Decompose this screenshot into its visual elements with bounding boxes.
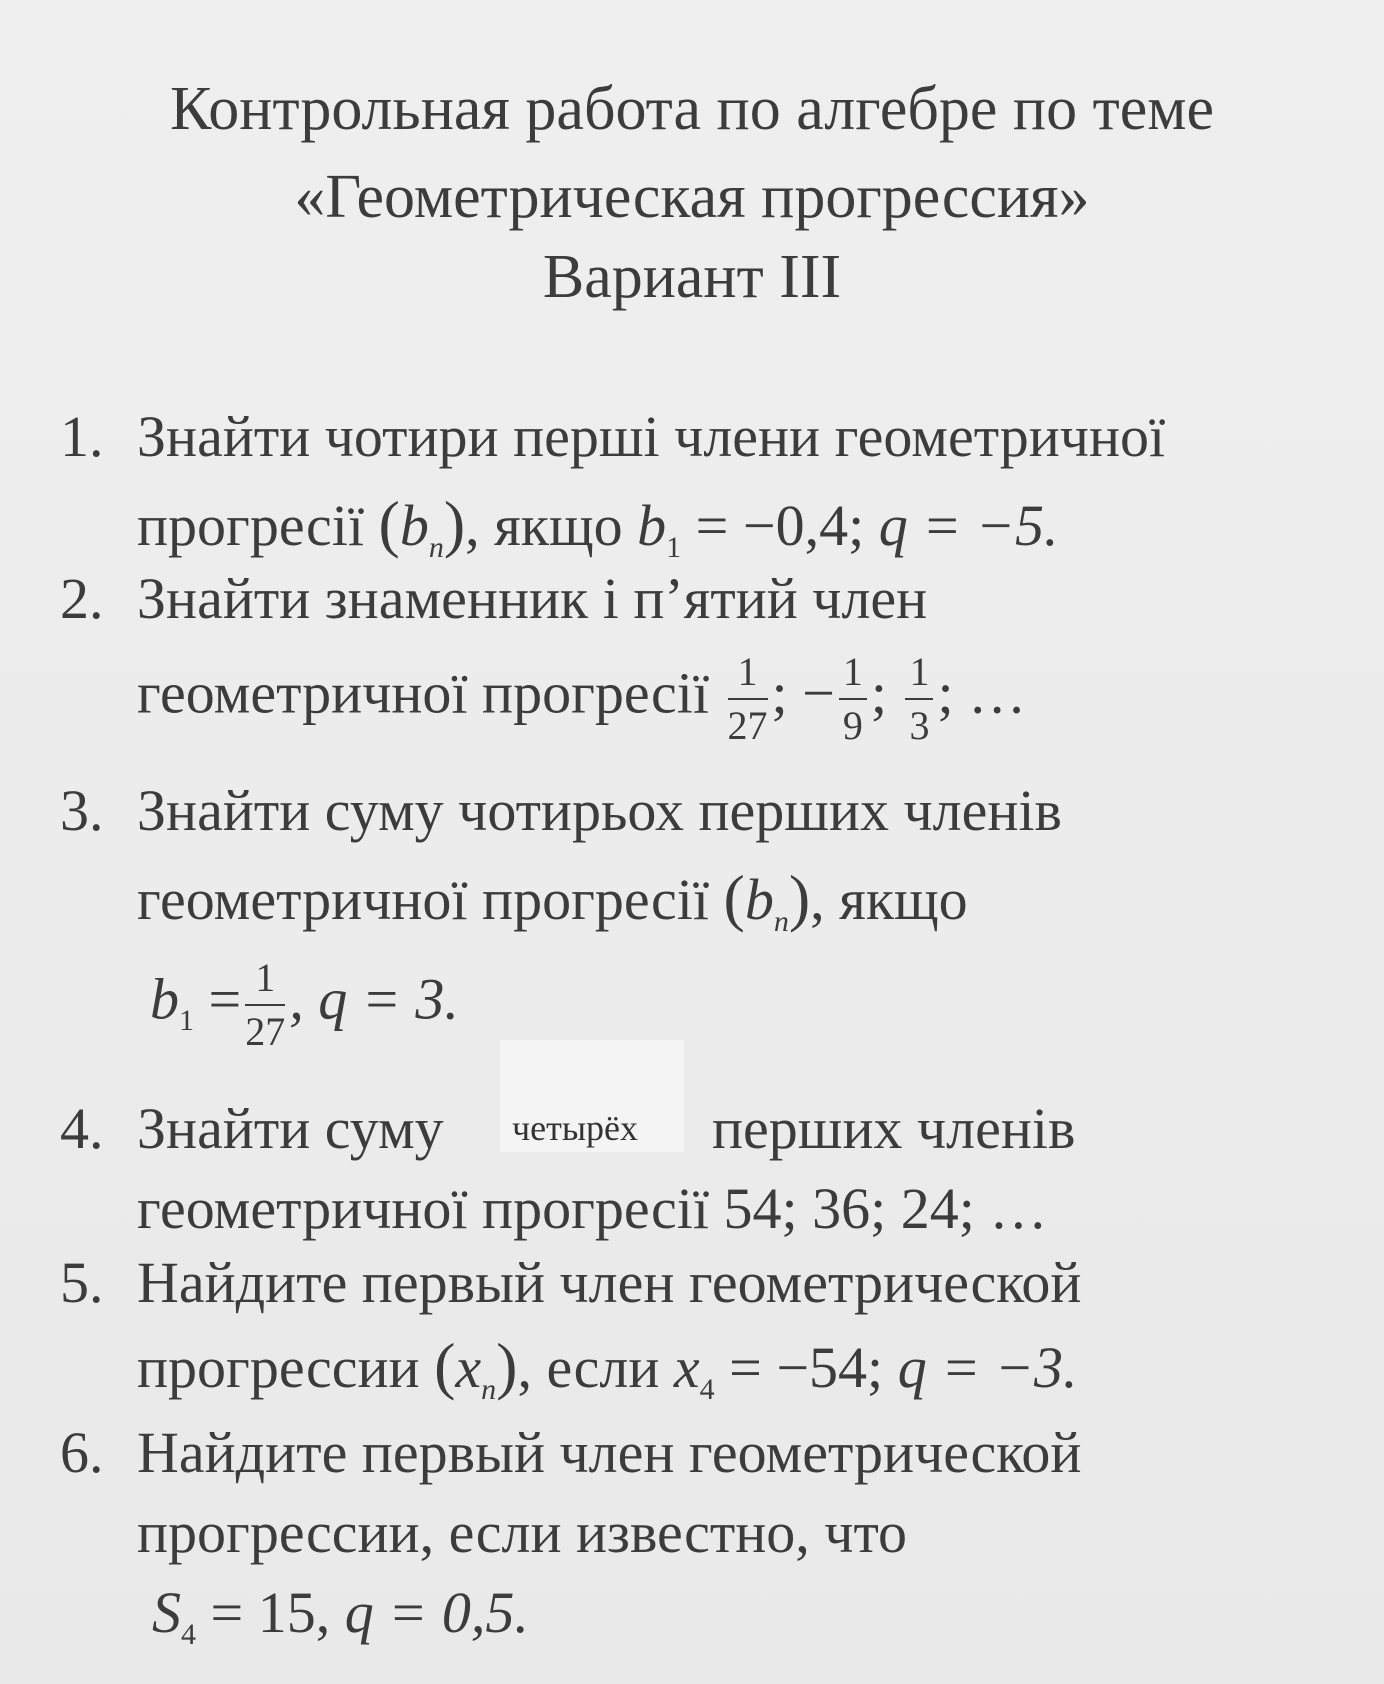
b1-var: b (637, 493, 667, 558)
fraction-1 (727, 649, 768, 748)
s4-sub: 4 (181, 1618, 196, 1651)
s4-var: S (152, 1580, 181, 1645)
fraction-3-den: 3 (909, 703, 930, 748)
task-6-number: 6. (60, 1420, 104, 1485)
x4-sub: 4 (699, 1373, 715, 1406)
fraction-b1-num: 1 (245, 958, 285, 1006)
task-5-mid: , если (517, 1335, 660, 1400)
task-4-line-1b: перших членів (712, 1096, 1076, 1161)
fraction-3-sep: ; … (937, 660, 1027, 726)
seq-sub: n (428, 531, 444, 564)
seq-var: x (455, 1335, 482, 1400)
task-5-line-1: Найдите первый член геометрической (137, 1250, 1082, 1315)
fraction-1-den: 27 (727, 703, 768, 748)
header-line-2: «Геометрическая прогрессия» (294, 163, 1090, 231)
task-2-number: 2. (60, 566, 104, 631)
x4-var: x (673, 1335, 700, 1400)
task-1-line-1: Знайти чотири перші члени геометричної (137, 404, 1166, 469)
seq-sub: n (481, 1373, 497, 1406)
task-6-q: q = 0,5. (344, 1580, 529, 1645)
b1-sub: 1 (179, 1004, 194, 1038)
b1-value: = −0,4; (695, 493, 865, 558)
fraction-2 (839, 649, 867, 748)
fraction-2-num: 1 (839, 652, 867, 700)
task-1-prefix: прогресії (137, 493, 364, 558)
fraction-b1-den: 27 (245, 1009, 286, 1054)
paren-close: ) (496, 1330, 518, 1401)
task-5-line-2 (137, 1330, 1078, 1406)
task-3-line-2 (137, 862, 968, 938)
fraction-2-sep: ; (870, 660, 887, 726)
task-2-line-1: Знайти знаменник і п’ятий член (137, 566, 928, 631)
fraction-1-sep: ; (771, 660, 788, 726)
variant-title: Вариант III (542, 243, 842, 311)
task-3-suffix: , якщо (810, 867, 968, 932)
task-6-line-1: Найдите первый член геометрической (137, 1420, 1082, 1485)
task-5-q: q = −3. (897, 1335, 1078, 1400)
fraction-2-sign: − (802, 660, 835, 726)
paren-open: ( (378, 488, 400, 559)
task-1-q: q = −5. (878, 493, 1059, 558)
seq-sub: n (773, 905, 789, 938)
s4-value: = 15, (210, 1580, 331, 1645)
task-1-line-2 (137, 488, 1059, 564)
pasted-word: четырёх (512, 1108, 638, 1148)
paren-close: ) (443, 488, 466, 559)
paren-open: ( (723, 862, 745, 933)
fraction-3 (905, 649, 933, 748)
x4-value: = −54; (729, 1335, 884, 1400)
paren-open: ( (434, 1330, 456, 1401)
seq-var: b (399, 493, 429, 558)
task-3-line-3 (150, 955, 459, 1054)
task-5-prefix: прогрессии (137, 1335, 420, 1400)
task-3-prefix: геометричної прогресії (137, 867, 710, 932)
task-4-number: 4. (60, 1096, 104, 1161)
b1-var: b (150, 966, 179, 1032)
task-3-line-1: Знайти суму чотирьох перших членів (137, 778, 1062, 843)
task-2-line-2 (137, 649, 1027, 748)
seq-var: b (744, 867, 774, 932)
equals: = (208, 966, 242, 1032)
task-3-number: 3. (60, 778, 104, 843)
fraction-b1 (245, 955, 286, 1054)
task-5-number: 5. (60, 1250, 104, 1315)
fraction-1-num: 1 (728, 652, 768, 700)
task-1-mid: , якщо (465, 493, 623, 558)
b1-sub: 1 (666, 531, 682, 564)
task-6-line-3 (152, 1580, 529, 1651)
task-4-line-1a: Знайти суму (137, 1096, 444, 1161)
task-4-line-2: геометричної прогресії 54; 36; 24; … (137, 1176, 1048, 1241)
paren-close: ) (788, 862, 811, 933)
header-line-1: Контрольная работа по алгебре по теме (170, 75, 1214, 143)
task-3-q: , q = 3. (289, 966, 459, 1032)
task-6-line-2: прогрессии, если известно, что (137, 1500, 908, 1565)
fraction-2-den: 9 (842, 703, 863, 748)
task-1-number: 1. (60, 404, 104, 469)
task-2-prefix: геометричної прогресії (137, 660, 710, 726)
fraction-3-num: 1 (905, 652, 933, 700)
